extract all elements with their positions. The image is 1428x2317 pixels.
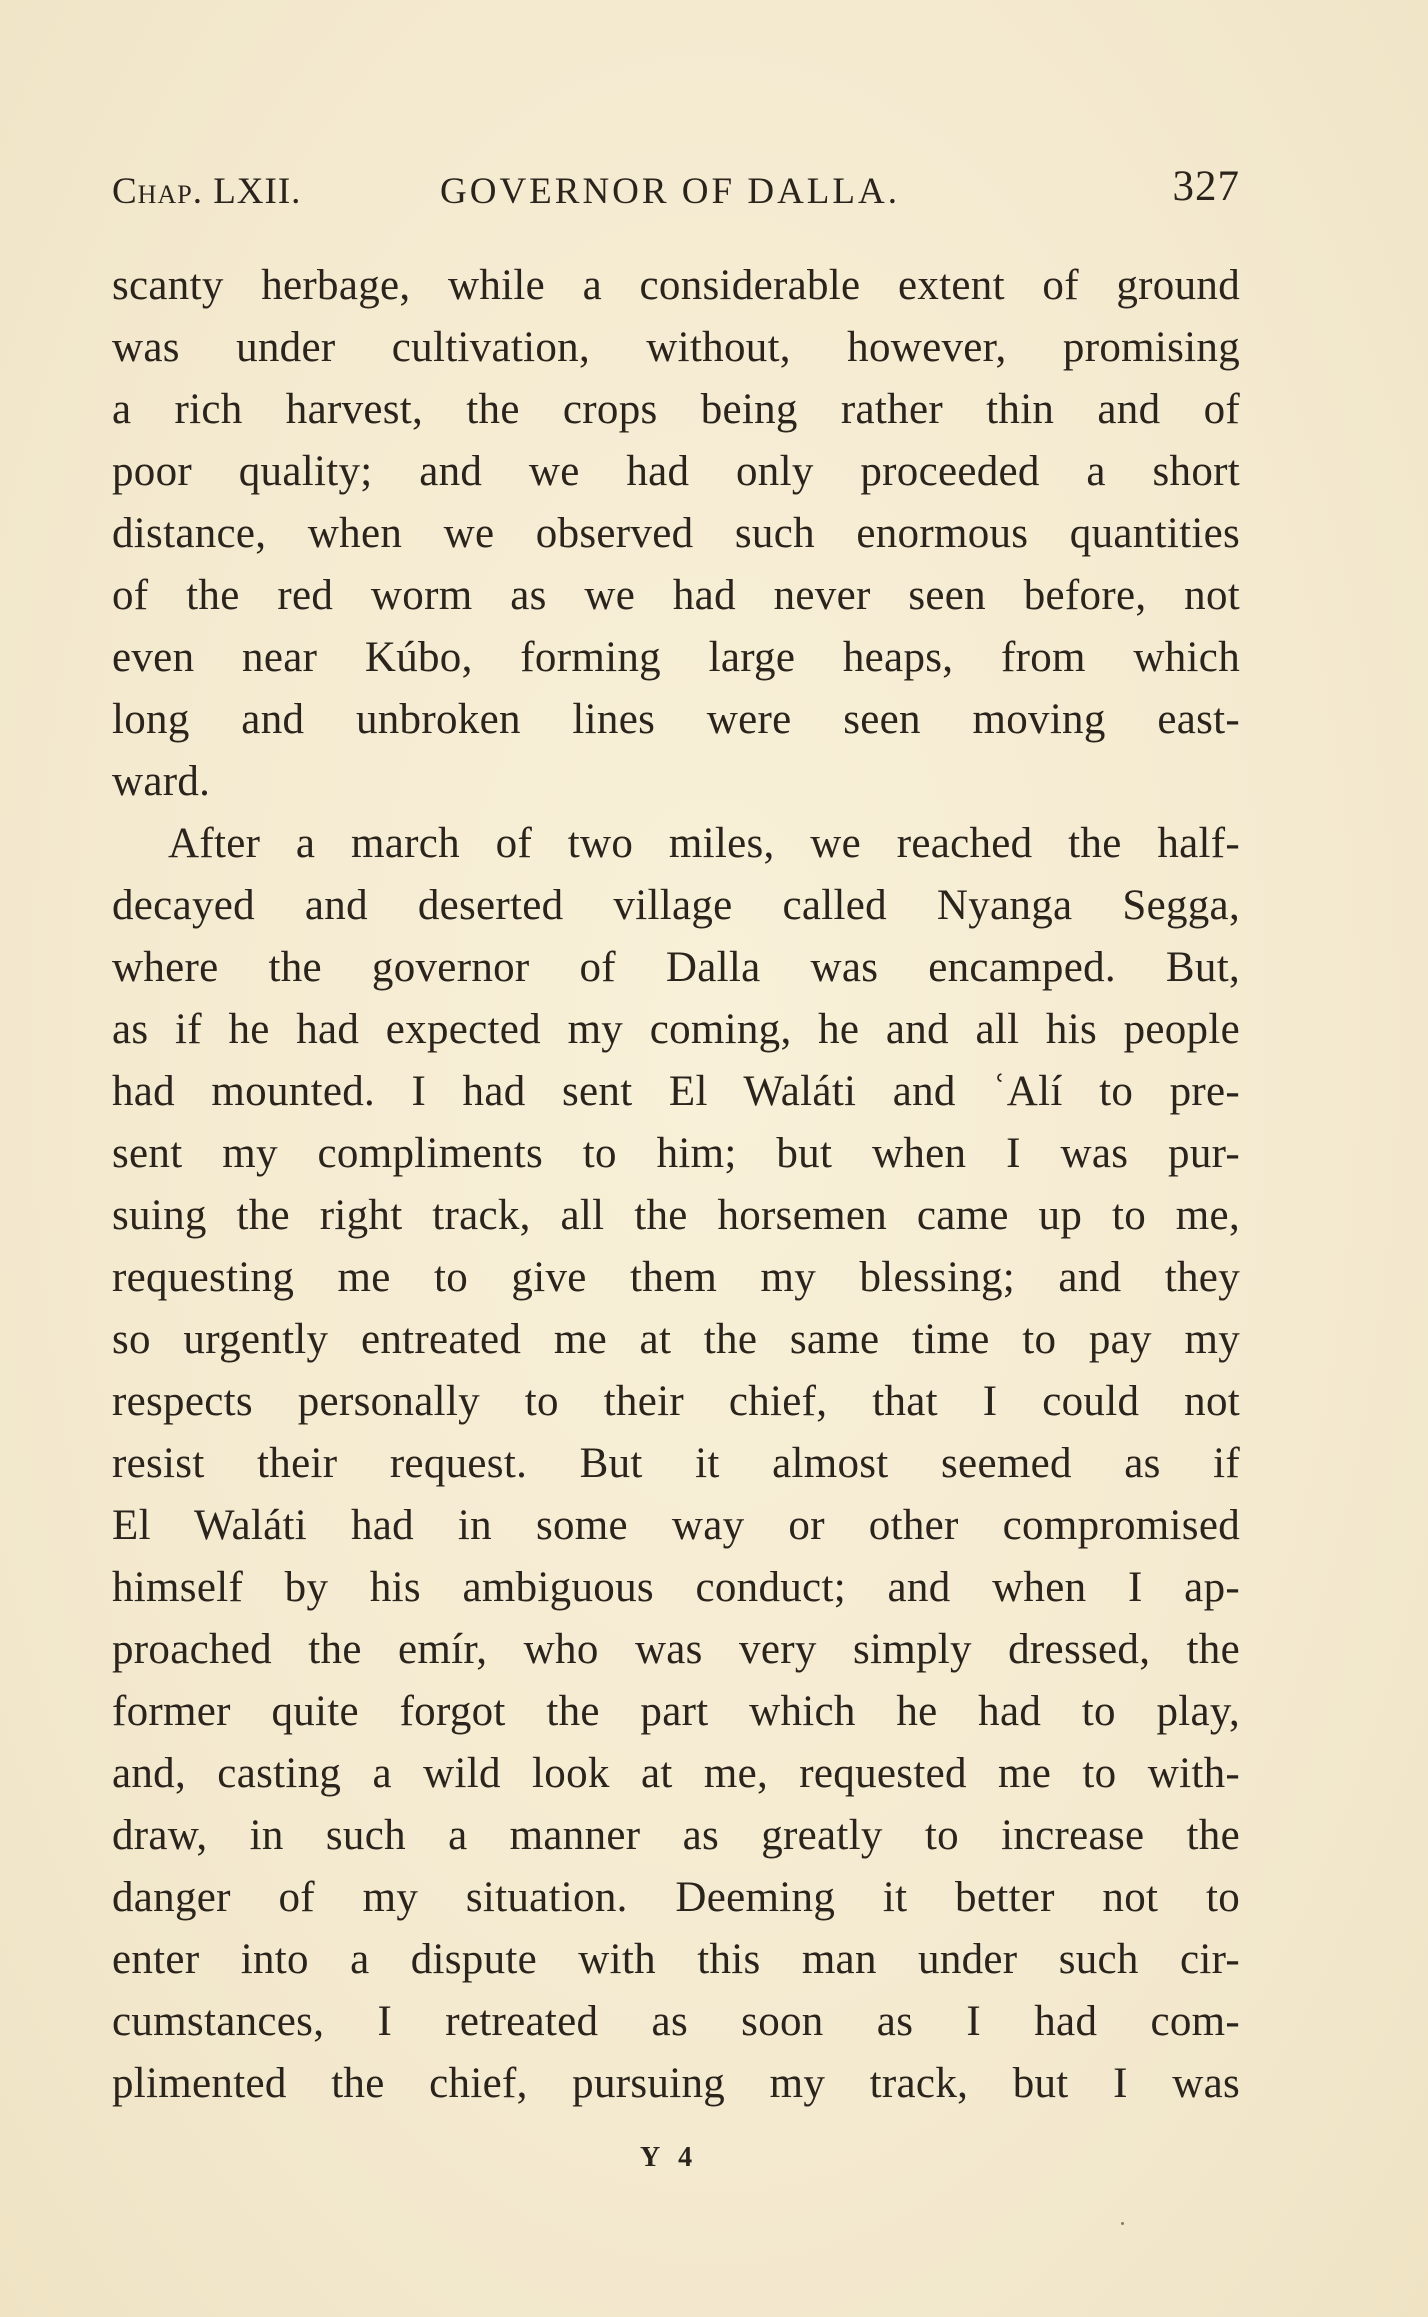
text-line: enter into a dispute with this man under such cir- <box>112 1936 1240 1983</box>
text-line: plimented the chief, pursuing my track, but I was <box>112 2060 1240 2107</box>
text-line: scanty herbage, while a considerable extent of ground <box>112 262 1240 309</box>
text-line: of the red worm as we had never seen before, not <box>112 572 1240 619</box>
text-line: long and unbroken lines were seen moving east- <box>112 696 1240 743</box>
text-line: resist their request. But it almost seemed as if <box>112 1440 1240 1487</box>
text-line: former quite forgot the part which he had to play, <box>112 1688 1240 1735</box>
text-line: draw, in such a manner as greatly to increase the <box>112 1812 1240 1859</box>
text-line: suing the right track, all the horsemen came up to me, <box>112 1192 1240 1239</box>
text-line: requesting me to give them my blessing; and they <box>112 1254 1240 1301</box>
page-number: 327 <box>1172 163 1240 210</box>
text-line: ward. <box>112 758 211 805</box>
text-line: even near Kúbo, forming large heaps, from which <box>112 634 1240 681</box>
text-line: danger of my situation. Deeming it better not to <box>112 1874 1240 1921</box>
paragraph-start-line: After a march of two miles, we reached the half- <box>168 820 1240 867</box>
text-line: was under cultivation, without, however, promising <box>112 324 1240 371</box>
text-line: decayed and deserted village called Nyanga Segga, <box>112 882 1240 929</box>
text-line: poor quality; and we had only proceeded a short <box>112 448 1240 495</box>
text-line: a rich harvest, the crops being rather thin and of <box>112 386 1240 433</box>
text-line: himself by his ambiguous conduct; and when I ap- <box>112 1564 1240 1611</box>
text-line: as if he had expected my coming, he and all his people <box>112 1006 1240 1053</box>
text-line: distance, when we observed such enormous quantities <box>112 510 1240 557</box>
chapter-label: Chap. LXII. <box>112 171 302 212</box>
text-line: cumstances, I retreated as soon as I had com- <box>112 1998 1240 2045</box>
body-text <box>112 255 1240 2115</box>
text-line: sent my compliments to him; but when I was pur- <box>112 1130 1240 1177</box>
text-line: and, casting a wild look at me, requested me to with- <box>112 1750 1240 1797</box>
text-line: so urgently entreated me at the same time to pay my <box>112 1316 1240 1363</box>
running-header <box>112 162 1240 212</box>
signature-mark: Y 4 <box>640 2142 699 2173</box>
text-line: El Waláti had in some way or other compromised <box>112 1502 1240 1549</box>
text-line: proached the emír, who was very simply dressed, the <box>112 1626 1240 1673</box>
text-line: had mounted. I had sent El Waláti and ʿAlí to pre- <box>112 1068 1240 1115</box>
running-title: GOVERNOR OF DALLA. <box>440 171 900 212</box>
text-line: where the governor of Dalla was encamped. But, <box>112 944 1240 991</box>
paper-speck <box>1121 2222 1124 2225</box>
text-line: respects personally to their chief, that I could not <box>112 1378 1240 1425</box>
